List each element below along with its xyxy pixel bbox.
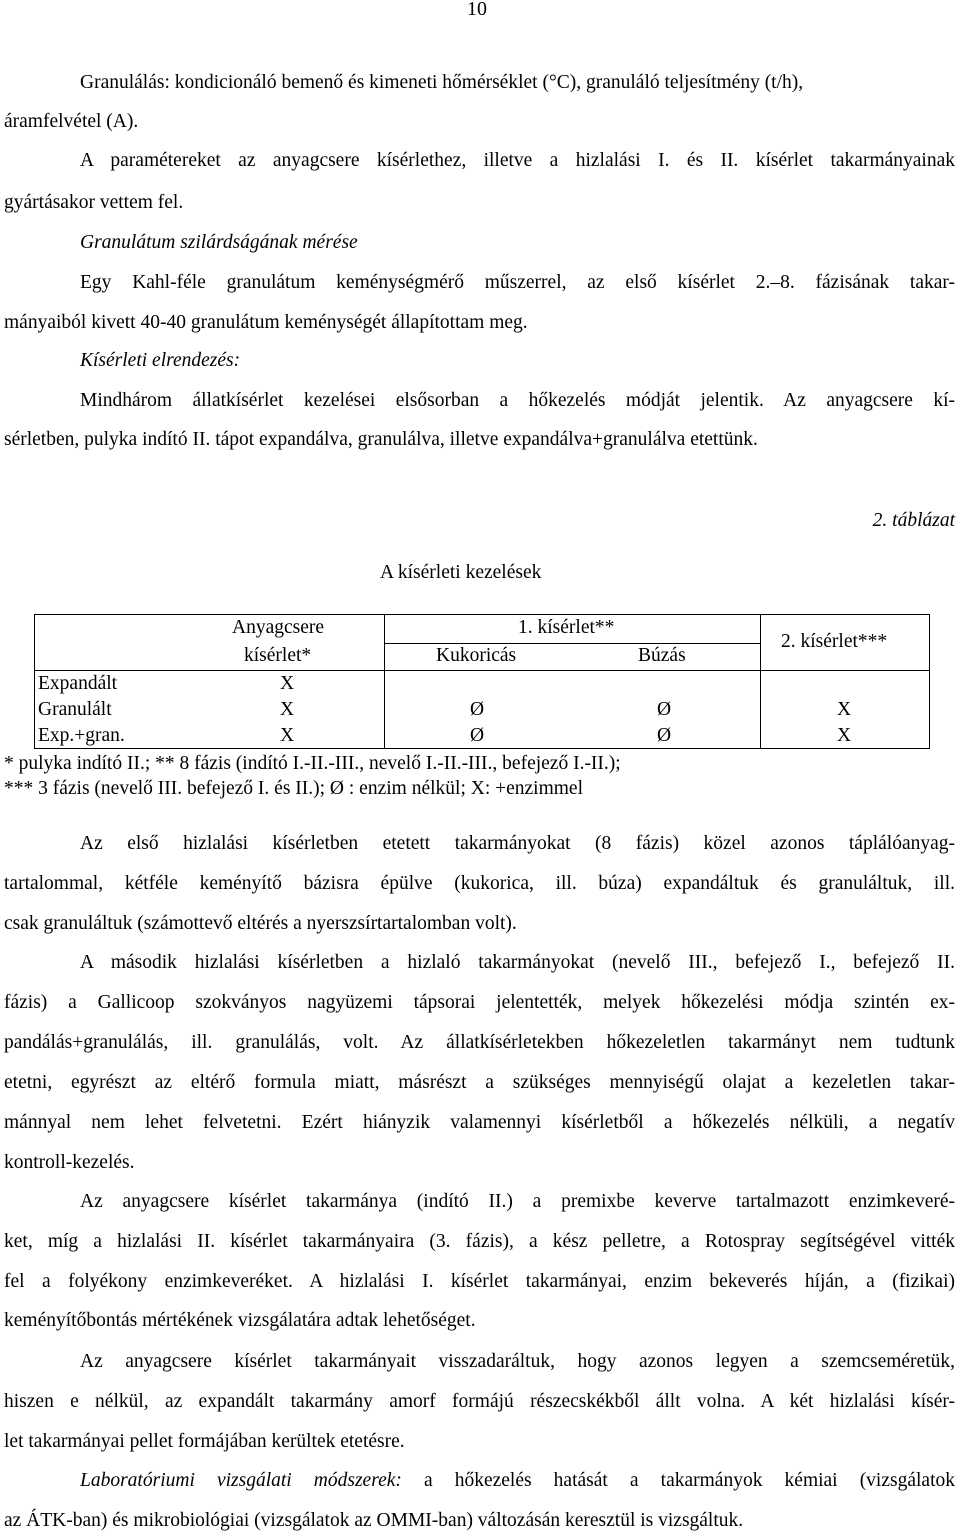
intro-line-2: áramfelvétel (A). [4,111,139,132]
intro-line-5: Egy Kahl-féle granulátum keménységmérő műszerrel, az első kísérlet 2.–8. fázisának takar- [80,272,955,293]
row-label-expanded: Expandált [38,673,118,694]
table-title: A kísérleti kezelések [380,562,542,583]
p3-line-4: keményítőbontás mértékének vizsgálatára adtak lehetőséget. [4,1310,476,1331]
table-caption: 2. táblázat [872,510,955,531]
cell-granulated-metabolism: X [280,699,295,720]
cell-expanded-metabolism: X [280,673,295,694]
intro-line-6: mányaiból kivett 40-40 granulátum keménységét állapítottam meg. [4,312,528,333]
cell-expgran-corn: Ø [470,725,485,746]
cell-granulated-exp2: X [837,699,852,720]
row-label-exp-gran: Exp.+gran. [38,725,125,746]
table-border-bottom [34,748,930,749]
header-metabolism-line2: kísérlet* [244,645,312,666]
p2-line-3: pandálás+granulálás, ill. granulálás, volt. Az állatkísérletekben hőkezeletlen takarmányt nem tudtunk [4,1032,955,1053]
header-metabolism-line1: Anyagcsere [232,617,325,638]
section-heading-experimental-setup: Kísérleti elrendezés: [80,350,241,371]
header-corn: Kukoricás [436,645,517,666]
p1-line-1: Az első hizlalási kísérletben etetett takarmányokat (8 fázis) közel azonos táplálóanyag- [80,833,955,854]
p3-line-2: ket, míg a hizlalási II. kísérlet takarmányaira (3. fázis), a kész pelletre, a Rotospray segítségével vitték [4,1231,955,1252]
p5-line-1 [80,1469,955,1493]
p2-line-1: A második hizlalási kísérletben a hizlaló takarmányokat (nevelő III., befejező I., befejező II. [80,952,955,973]
p2-line-2: fázis) a Gallicoop szokványos nagyüzemi tápsorai jelentették, melyek hőkezelési módja szintén ex- [4,992,955,1013]
table-border-header-mid [384,643,761,644]
table-border-right [929,614,930,749]
table-border-left [34,614,35,749]
intro-line-1: Granulálás: kondicionáló bemenő és kimeneti hőmérséklet (°C), granuláló teljesítmény (t/h), [80,72,804,93]
intro-line-8: sérletben, pulyka indító II. tápot expandálva, granulálva, illetve expandálva+granulálva etettünk. [4,429,758,450]
intro-line-3: A paramétereket az anyagcsere kísérlethez, illetve a hizlalási I. és II. kísérlet takarmányainak [80,150,955,171]
page-number: 10 [467,0,487,20]
p3-line-3: fel a folyékony enzimkeveréket. A hizlalási I. kísérlet takarmányai, enzim bekeverés híján, a (fizikai) [4,1271,955,1292]
p2-line-5: mánnyal nem lehet felvetetni. Ezért hiányzik valamennyi kísérletből a hőkezelés nélküli, a negatív [4,1112,955,1133]
p4-line-3: let takarmányai pellet formájában kerültek etetésre. [4,1431,405,1452]
header-experiment1: 1. kísérlet** [518,617,615,638]
cell-granulated-wheat: Ø [657,699,672,720]
row-label-granulated: Granulált [38,699,112,720]
p2-line-4: etetni, egyrészt az eltérő formula miatt, másrészt a szükséges mennyiségű olajat a kezeletlen takar- [4,1072,955,1093]
intro-line-4: gyártásakor vettem fel. [4,192,184,213]
table-border-col2 [760,614,761,749]
cell-expgran-metabolism: X [280,725,295,746]
table-note-2: *** 3 fázis (nevelő III. befejező I. és II.); Ø : enzim nélkül; X: +enzimmel [4,778,583,799]
table-border-top [34,614,930,615]
table-border-col1 [384,614,385,749]
header-experiment2: 2. kísérlet*** [781,631,888,652]
table-note-1: * pulyka indító II.; ** 8 fázis (indító I.-II.-III., nevelő I.-II.-III., befejező I.-II.); [4,753,621,774]
intro-line-7: Mindhárom állatkísérlet kezelései elsősorban a hőkezelés módját jelentik. Az anyagcsere kí- [80,390,955,411]
cell-granulated-corn: Ø [470,699,485,720]
header-wheat: Búzás [638,645,686,666]
section-heading-granulate-strength: Granulátum szilárdságának mérése [80,232,358,253]
p5-line-1-text: a hőkezelés hatását a takarmányok kémiai (vizsgálatok [401,1470,955,1491]
p4-line-2: hiszen e nélkül, az expandált takarmány amorf formájú részecskékből állt volna. A két hizlalási kísér- [4,1391,955,1412]
p3-line-1: Az anyagcsere kísérlet takarmánya (indító II.) a premixbe keverve tartalmazott enzimkeveré- [80,1191,955,1212]
p5-line-2: az ÁTK-ban) és mikrobiológiai (vizsgálatok az OMMI-ban) változásán keresztül is vizsgáltuk. [4,1510,744,1531]
table-border-header-bottom [34,670,930,671]
cell-expgran-exp2: X [837,725,852,746]
lab-methods-heading: Laboratóriumi vizsgálati módszerek: [80,1470,402,1491]
cell-expgran-wheat: Ø [657,725,672,746]
p1-line-3: csak granuláltuk (számottevő eltérés a nyerszsírtartalomban volt). [4,913,517,934]
p1-line-2: tartalommal, kétféle keményítő bázisra épülve (kukorica, ill. búza) expandáltuk és granuláltuk, ill. [4,873,955,894]
p4-line-1: Az anyagcsere kísérlet takarmányait visszadaráltuk, hogy azonos legyen a szemcseméretük, [80,1351,955,1372]
p2-line-6: kontroll-kezelés. [4,1152,135,1173]
